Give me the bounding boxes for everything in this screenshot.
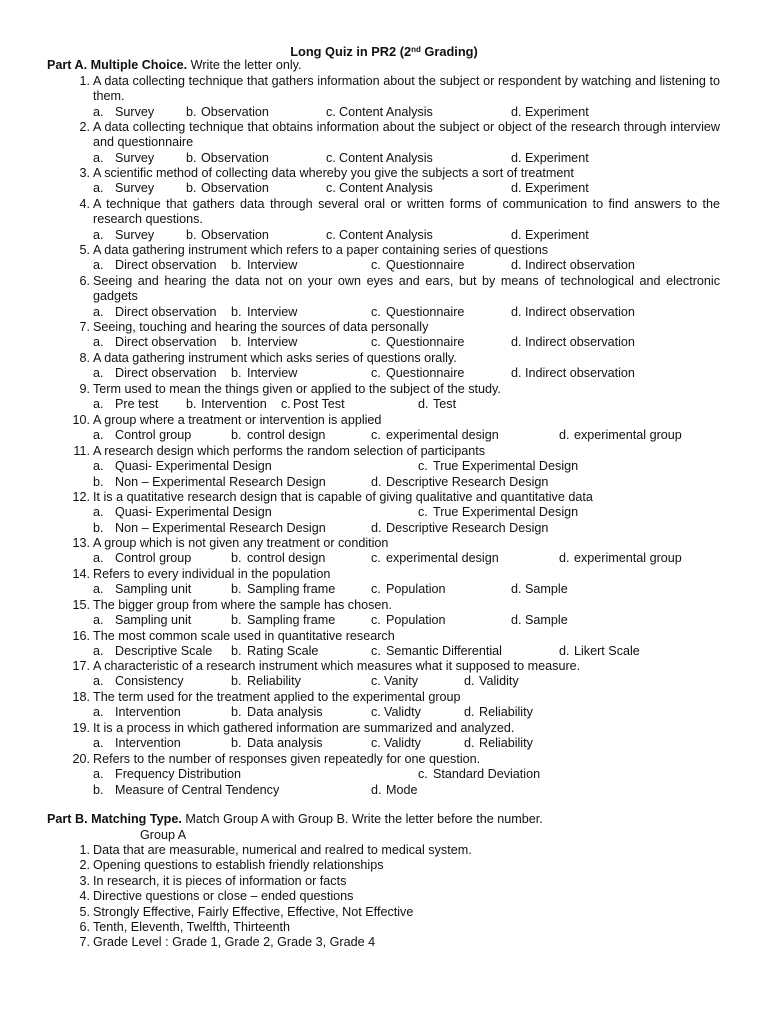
option-letter: a. [93, 366, 104, 381]
option-letter: a. [93, 505, 104, 520]
question-8 [0, 351, 768, 366]
matching-number: 7. [79, 935, 90, 950]
option-text: Interview [247, 258, 298, 273]
option-text: Direct observation [115, 335, 217, 350]
option-text: experimental design [386, 551, 499, 566]
question-number: 20. [72, 752, 90, 766]
option-letter: c. [281, 397, 291, 412]
option-text: Survey [115, 181, 155, 196]
option-text: Frequency Distribution [115, 767, 241, 782]
option-text: experimental group [574, 428, 682, 443]
option-letter: c. [326, 181, 336, 196]
option-letter: c. [326, 227, 336, 242]
option-letter: c. [371, 613, 381, 628]
option-text: Population [386, 582, 446, 597]
option-text: Observation [201, 150, 269, 165]
option-text: Data analysis [247, 705, 323, 720]
option-text: Content Analysis [339, 227, 433, 242]
option-letter: d. [511, 304, 522, 319]
option-letter: b. [231, 705, 242, 720]
option-text: Questionnaire [386, 366, 465, 381]
option-letter: b. [93, 782, 104, 797]
option-letter: d. [511, 335, 522, 350]
option-letter: a. [93, 674, 104, 689]
option-letter: a. [93, 459, 104, 474]
question-4 [0, 197, 768, 228]
title-text: Long Quiz in PR2 (2 [290, 44, 412, 59]
option-letter: b. [231, 428, 242, 443]
question-text: Term used to mean the things given or applied to the subject of the study. [93, 382, 501, 396]
matching-item [0, 920, 768, 935]
option-letter: d. [511, 366, 522, 381]
group-a-heading: Group A [140, 828, 187, 842]
option-letter: d. [511, 582, 522, 597]
option-text: Experiment [525, 227, 589, 242]
options-row [0, 613, 768, 628]
option-letter: d. [511, 104, 522, 119]
option-letter: b. [231, 613, 242, 628]
matching-text: Opening questions to establish friendly relationships [93, 858, 384, 873]
option-letter: c. [371, 674, 381, 689]
options-row [0, 521, 768, 536]
option-letter: c. [371, 258, 381, 273]
option-letter: d. [418, 397, 429, 412]
question-7 [0, 320, 768, 335]
question-17 [0, 659, 768, 674]
part-b-heading [47, 812, 543, 827]
options-row [0, 674, 768, 689]
option-text: Non – Experimental Research Design [115, 474, 326, 489]
option-letter: c. [326, 150, 336, 165]
option-text: Quasi- Experimental Design [115, 459, 272, 474]
option-letter: c. [371, 705, 381, 720]
option-letter: b. [186, 104, 197, 119]
options-row [0, 228, 768, 243]
option-letter: a. [93, 181, 104, 196]
options-row [0, 105, 768, 120]
option-text: Descriptive Research Design [386, 474, 549, 489]
question-6 [0, 274, 768, 305]
option-text: Rating Scale [247, 644, 319, 659]
option-text: Direct observation [115, 258, 217, 273]
question-3 [0, 166, 768, 181]
question-text: A group which is not given any treatment or condition [93, 536, 389, 550]
option-letter: b. [93, 520, 104, 535]
question-text: It is a process in which gathered information are summarized and analyzed. [93, 721, 515, 735]
question-text: A data collecting technique that gathers information about the subject or respondent by watching and listening to them. [93, 74, 720, 104]
question-text: A data gathering instrument which refers to a paper containing series of questions [93, 243, 549, 257]
option-letter: b. [231, 551, 242, 566]
question-13 [0, 536, 768, 551]
option-text: Post Test [293, 397, 345, 412]
matching-text: Data that are measurable, numerical and realred to medical system. [93, 843, 472, 857]
options-row [0, 305, 768, 320]
options-row [0, 736, 768, 751]
option-letter: a. [93, 551, 104, 566]
option-text: Intervention [115, 705, 181, 720]
option-text: Interview [247, 304, 298, 319]
option-text: Measure of Central Tendency [115, 782, 280, 797]
option-text: Direct observation [115, 366, 217, 381]
question-number: 9. [79, 382, 90, 396]
question-number: 18. [72, 690, 90, 704]
option-letter: b. [186, 227, 197, 242]
option-text: Descriptive Research Design [386, 520, 549, 535]
option-text: Sample [525, 613, 568, 628]
option-text: Vanity [384, 674, 419, 689]
option-text: Reliability [479, 736, 533, 751]
matching-number: 2. [79, 858, 90, 873]
option-text: Questionnaire [386, 304, 465, 319]
option-letter: a. [93, 150, 104, 165]
option-text: Consistency [115, 674, 184, 689]
matching-item [0, 843, 768, 858]
question-number: 12. [72, 490, 90, 504]
option-letter: d. [464, 674, 475, 689]
matching-item [0, 905, 768, 920]
option-letter: b. [231, 366, 242, 381]
option-text: Descriptive Scale [115, 644, 213, 659]
question-text: A scientific method of collecting data whereby you give the subjects a sort of treatment [93, 166, 574, 180]
option-text: Observation [201, 227, 269, 242]
matching-text: Strongly Effective, Fairly Effective, Effective, Not Effective [93, 904, 414, 919]
option-letter: a. [93, 335, 104, 350]
options-row [0, 258, 768, 273]
option-text: Pre test [115, 397, 159, 412]
question-number: 13. [72, 536, 90, 550]
part-a-instruction: Write the letter only. [187, 58, 302, 72]
matching-item [0, 858, 768, 873]
option-letter: d. [511, 258, 522, 273]
option-letter: c. [418, 505, 428, 520]
option-letter: d. [371, 520, 382, 535]
option-text: Survey [115, 104, 155, 119]
question-number: 1. [79, 74, 90, 88]
question-10 [0, 413, 768, 428]
question-text: A data gathering instrument which asks series of questions orally. [93, 351, 457, 365]
option-text: Mode [386, 782, 418, 797]
option-letter: d. [511, 227, 522, 242]
matching-item [0, 935, 768, 950]
option-text: Control group [115, 428, 192, 443]
option-text: Sampling frame [247, 613, 336, 628]
option-text: Sampling unit [115, 613, 192, 628]
question-14 [0, 567, 768, 582]
part-b-label: Part B. Matching Type. [47, 812, 182, 826]
option-letter: a. [93, 705, 104, 720]
matching-number: 1. [79, 843, 90, 857]
matching-text: Tenth, Eleventh, Twelfth, Thirteenth [93, 920, 290, 934]
question-number: 14. [72, 567, 90, 581]
question-number: 8. [79, 351, 90, 365]
option-letter: c. [371, 304, 381, 319]
question-19 [0, 721, 768, 736]
option-letter: a. [93, 104, 104, 119]
question-number: 16. [72, 629, 90, 643]
question-number: 11. [73, 444, 90, 458]
question-number: 17. [72, 659, 90, 673]
option-letter: b. [186, 181, 197, 196]
option-letter: a. [93, 613, 104, 628]
matching-number: 3. [79, 873, 90, 888]
option-letter: c. [371, 551, 381, 566]
option-text: True Experimental Design [433, 505, 579, 520]
question-text: A technique that gathers data through several oral or written forms of communication to find answers to the research questions. [93, 197, 720, 227]
option-text: Questionnaire [386, 335, 465, 350]
option-text: Validty [384, 705, 421, 720]
option-letter: d. [511, 150, 522, 165]
option-text: Validity [479, 674, 519, 689]
question-number: 19. [72, 721, 90, 735]
option-letter: a. [93, 304, 104, 319]
option-text: Likert Scale [574, 644, 640, 659]
matching-text: Grade Level : Grade 1, Grade 2, Grade 3, Grade 4 [93, 935, 376, 950]
title-superscript: nd [411, 45, 421, 54]
options-row [0, 582, 768, 597]
option-letter: c. [371, 428, 381, 443]
option-letter: a. [93, 767, 104, 782]
question-20 [0, 752, 768, 767]
option-letter: d. [464, 705, 475, 720]
option-text: Direct observation [115, 304, 217, 319]
options-row [0, 397, 768, 412]
option-letter: a. [93, 397, 104, 412]
option-text: Control group [115, 551, 192, 566]
option-letter: a. [93, 258, 104, 273]
options-row [0, 151, 768, 166]
part-a-heading [47, 58, 302, 73]
option-text: Intervention [201, 397, 267, 412]
question-text: A group where a treatment or intervention is applied [93, 413, 382, 427]
part-a-label: Part A. Multiple Choice. [47, 58, 188, 72]
option-text: Standard Deviation [433, 767, 541, 782]
question-18 [0, 690, 768, 705]
option-text: Intervention [115, 736, 181, 751]
option-letter: b. [231, 335, 242, 350]
question-number: 15. [72, 598, 90, 612]
question-text: Refers to every individual in the population [93, 567, 331, 581]
question-number: 5. [79, 243, 90, 257]
option-letter: b. [231, 644, 242, 659]
question-2 [0, 120, 768, 151]
options-row [0, 428, 768, 443]
option-letter: d. [371, 474, 382, 489]
option-letter: a. [93, 227, 104, 242]
option-letter: c. [371, 366, 381, 381]
question-number: 10. [72, 413, 90, 427]
option-letter: b. [93, 474, 104, 489]
option-letter: b. [231, 258, 242, 273]
option-letter: b. [186, 397, 197, 412]
option-letter: c. [326, 104, 336, 119]
matching-number: 4. [79, 889, 90, 904]
option-text: Sampling unit [115, 582, 192, 597]
question-text: The term used for the treatment applied to the experimental group [93, 690, 461, 704]
options-row [0, 767, 768, 782]
option-letter: a. [93, 736, 104, 751]
option-letter: b. [231, 674, 242, 689]
option-text: control design [247, 551, 326, 566]
option-letter: d. [464, 736, 475, 751]
options-row [0, 475, 768, 490]
options-row [0, 551, 768, 566]
option-text: Sample [525, 582, 568, 597]
options-row [0, 181, 768, 196]
option-letter: b. [231, 582, 242, 597]
matching-number: 5. [79, 904, 90, 919]
options-row [0, 459, 768, 474]
option-text: Experiment [525, 150, 589, 165]
option-text: Validty [384, 736, 421, 751]
option-text: Content Analysis [339, 150, 433, 165]
option-text: Indirect observation [525, 258, 635, 273]
option-letter: d. [559, 644, 570, 659]
option-letter: d. [511, 181, 522, 196]
option-text: Interview [247, 366, 298, 381]
option-letter: c. [418, 767, 428, 782]
option-text: Observation [201, 181, 269, 196]
question-text: Refers to the number of responses given repeatedly for one question. [93, 752, 481, 766]
question-number: 4. [79, 197, 90, 211]
matching-item [0, 874, 768, 889]
option-letter: d. [371, 782, 382, 797]
question-11 [0, 444, 768, 459]
question-5 [0, 243, 768, 258]
option-letter: b. [231, 304, 242, 319]
question-text: Seeing and hearing the data not on your own eyes and ears, but by means of technological and electronic gadgets [93, 274, 720, 304]
title-tail: Grading) [420, 44, 478, 59]
part-b-instruction: Match Group A with Group B. Write the letter before the number. [181, 812, 543, 826]
option-text: Population [386, 613, 446, 628]
options-row [0, 783, 768, 798]
question-12 [0, 490, 768, 505]
option-text: control design [247, 428, 326, 443]
option-text: Semantic Differential [386, 644, 502, 659]
option-letter: c. [418, 459, 428, 474]
option-text: Content Analysis [339, 181, 433, 196]
options-row [0, 644, 768, 659]
matching-item [0, 889, 768, 904]
option-letter: c. [371, 335, 381, 350]
options-row [0, 505, 768, 520]
option-text: Experiment [525, 104, 589, 119]
question-text: It is a quatitative research design that is capable of giving qualitative and quantitative data [93, 490, 593, 504]
option-text: Indirect observation [525, 366, 635, 381]
question-16 [0, 629, 768, 644]
option-letter: c. [371, 582, 381, 597]
option-letter: d. [559, 428, 570, 443]
option-text: Data analysis [247, 736, 323, 751]
option-text: experimental group [574, 551, 682, 566]
option-text: Reliability [479, 705, 533, 720]
question-15 [0, 598, 768, 613]
option-text: True Experimental Design [433, 459, 579, 474]
option-text: Content Analysis [339, 104, 433, 119]
option-text: Interview [247, 335, 298, 350]
options-row [0, 366, 768, 381]
question-1 [0, 74, 768, 105]
option-letter: b. [231, 736, 242, 751]
option-text: Reliability [247, 674, 301, 689]
question-text: Seeing, touching and hearing the sources of data personally [93, 320, 429, 334]
option-text: Indirect observation [525, 335, 635, 350]
option-letter: d. [559, 551, 570, 566]
option-text: Sampling frame [247, 582, 336, 597]
option-text: Survey [115, 150, 155, 165]
question-text: A characteristic of a research instrument which measures what it supposed to measure. [93, 659, 581, 673]
option-text: experimental design [386, 428, 499, 443]
option-text: Test [433, 397, 457, 412]
option-letter: c. [371, 644, 381, 659]
question-number: 6. [79, 274, 90, 288]
option-text: Non – Experimental Research Design [115, 520, 326, 535]
question-number: 2. [79, 120, 90, 134]
option-letter: a. [93, 582, 104, 597]
option-text: Quasi- Experimental Design [115, 505, 272, 520]
matching-number: 6. [79, 920, 90, 934]
question-text: The most common scale used in quantitative research [93, 629, 395, 643]
question-text: The bigger group from where the sample has chosen. [93, 598, 392, 612]
question-text: A research design which performs the random selection of participants [93, 444, 486, 458]
matching-text: Directive questions or close – ended questions [93, 889, 354, 904]
question-number: 3. [79, 166, 90, 180]
option-letter: d. [511, 613, 522, 628]
option-letter: a. [93, 644, 104, 659]
option-text: Experiment [525, 181, 589, 196]
question-text: A data collecting technique that obtains information about the subject or object of the research through interview and questionnaire [93, 120, 720, 150]
option-text: Survey [115, 227, 155, 242]
option-letter: b. [186, 150, 197, 165]
question-number: 7. [79, 320, 90, 334]
question-9 [0, 382, 768, 397]
option-letter: c. [371, 736, 381, 751]
option-text: Observation [201, 104, 269, 119]
options-row [0, 335, 768, 350]
matching-text: In research, it is pieces of information or facts [93, 873, 347, 888]
option-text: Indirect observation [525, 304, 635, 319]
option-text: Questionnaire [386, 258, 465, 273]
options-row [0, 705, 768, 720]
option-letter: a. [93, 428, 104, 443]
